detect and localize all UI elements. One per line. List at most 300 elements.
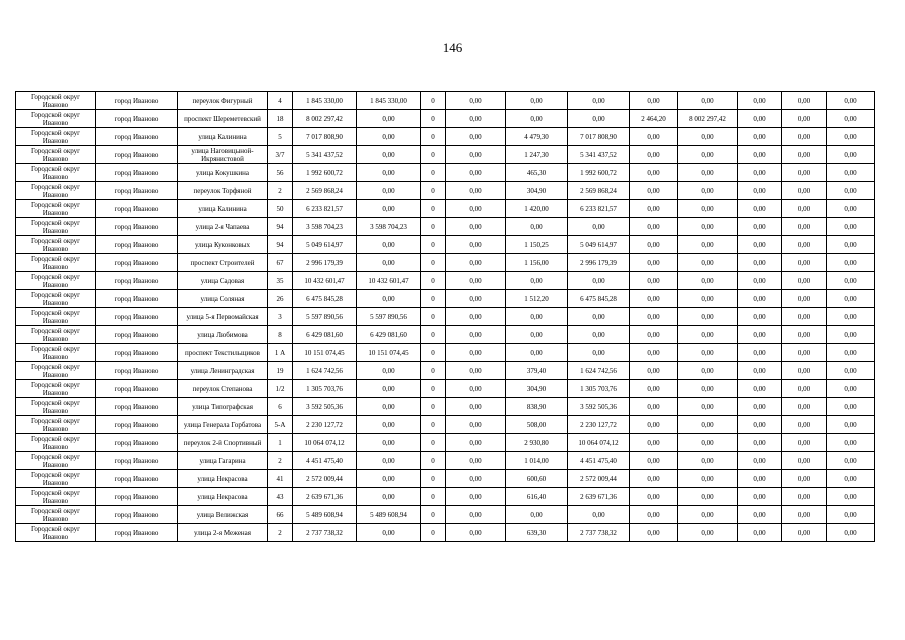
area-cell: 0,00 — [630, 380, 678, 398]
street-cell: улица Куконковых — [178, 236, 268, 254]
area-cell: 0,00 — [630, 146, 678, 164]
area-cell: 508,00 — [506, 416, 568, 434]
amount-cell: 0,00 — [446, 218, 506, 236]
area-cell: 0,00 — [630, 164, 678, 182]
amount-cell: 4 451 475,40 — [568, 452, 630, 470]
table-row — [16, 452, 875, 470]
amount-cell: 0,00 — [827, 218, 875, 236]
total-cost-cell: 6 475 845,28 — [293, 290, 357, 308]
amount-cell: 0,00 — [357, 488, 421, 506]
city-cell: город Иваново — [96, 92, 178, 110]
total-cost-cell: 3 598 704,23 — [293, 218, 357, 236]
area-cell: 0,00 — [630, 200, 678, 218]
street-cell: переулок Степанова — [178, 380, 268, 398]
house-number-cell: 5-А — [268, 416, 293, 434]
area-cell: 1 156,00 — [506, 254, 568, 272]
amount-cell: 0,00 — [678, 182, 738, 200]
amount-cell: 0,00 — [357, 452, 421, 470]
house-number-cell: 56 — [268, 164, 293, 182]
amount-cell: 3 592 505,36 — [568, 398, 630, 416]
amount-cell: 0,00 — [446, 524, 506, 542]
amount-cell: 0,00 — [782, 470, 827, 488]
region-cell: Городской округ Иваново — [16, 380, 96, 398]
area-cell: 838,90 — [506, 398, 568, 416]
city-cell: город Иваново — [96, 488, 178, 506]
street-cell: улица Калинина — [178, 128, 268, 146]
amount-cell: 0,00 — [357, 470, 421, 488]
area-cell: 0,00 — [506, 272, 568, 290]
street-cell: улица Ленинградская — [178, 362, 268, 380]
area-cell: 0,00 — [630, 254, 678, 272]
area-cell: 0,00 — [630, 452, 678, 470]
amount-cell: 0,00 — [357, 524, 421, 542]
amount-cell: 2 996 179,39 — [568, 254, 630, 272]
repair-register-table — [15, 91, 875, 542]
amount-cell: 0,00 — [357, 434, 421, 452]
table-row — [16, 524, 875, 542]
table-row — [16, 236, 875, 254]
city-cell: город Иваново — [96, 434, 178, 452]
area-cell: 0,00 — [630, 416, 678, 434]
total-cost-cell: 2 737 738,32 — [293, 524, 357, 542]
street-cell: улица 2-я Меженая — [178, 524, 268, 542]
amount-cell: 0,00 — [738, 110, 782, 128]
amount-cell: 0,00 — [678, 416, 738, 434]
table-row — [16, 326, 875, 344]
amount-cell: 6 429 081,60 — [357, 326, 421, 344]
area-cell: 0,00 — [630, 524, 678, 542]
area-cell: 0,00 — [630, 182, 678, 200]
area-cell: 0,00 — [506, 506, 568, 524]
city-cell: город Иваново — [96, 398, 178, 416]
amount-cell: 0,00 — [782, 452, 827, 470]
zero-cell: 0 — [421, 236, 446, 254]
amount-cell: 0,00 — [827, 452, 875, 470]
area-cell: 0,00 — [630, 128, 678, 146]
table-row — [16, 488, 875, 506]
street-cell: улица 2-я Чапаева — [178, 218, 268, 236]
amount-cell: 0,00 — [568, 92, 630, 110]
amount-cell: 0,00 — [827, 344, 875, 362]
house-number-cell: 19 — [268, 362, 293, 380]
amount-cell: 0,00 — [446, 128, 506, 146]
amount-cell: 0,00 — [738, 380, 782, 398]
house-number-cell: 3/7 — [268, 146, 293, 164]
amount-cell: 0,00 — [678, 290, 738, 308]
amount-cell: 0,00 — [827, 92, 875, 110]
amount-cell: 0,00 — [738, 362, 782, 380]
amount-cell: 0,00 — [782, 290, 827, 308]
amount-cell: 0,00 — [782, 362, 827, 380]
amount-cell: 0,00 — [738, 200, 782, 218]
amount-cell: 0,00 — [782, 218, 827, 236]
street-cell: переулок 2-й Спортивный — [178, 434, 268, 452]
amount-cell: 0,00 — [446, 308, 506, 326]
house-number-cell: 94 — [268, 236, 293, 254]
table-row — [16, 290, 875, 308]
amount-cell: 0,00 — [568, 344, 630, 362]
house-number-cell: 1/2 — [268, 380, 293, 398]
house-number-cell: 3 — [268, 308, 293, 326]
amount-cell: 0,00 — [738, 236, 782, 254]
amount-cell: 0,00 — [568, 272, 630, 290]
table-row — [16, 146, 875, 164]
house-number-cell: 6 — [268, 398, 293, 416]
region-cell: Городской округ Иваново — [16, 164, 96, 182]
zero-cell: 0 — [421, 398, 446, 416]
region-cell: Городской округ Иваново — [16, 200, 96, 218]
zero-cell: 0 — [421, 92, 446, 110]
amount-cell: 0,00 — [357, 182, 421, 200]
amount-cell: 0,00 — [678, 344, 738, 362]
amount-cell: 0,00 — [678, 524, 738, 542]
amount-cell: 0,00 — [568, 308, 630, 326]
amount-cell: 2 639 671,36 — [568, 488, 630, 506]
area-cell: 0,00 — [630, 470, 678, 488]
city-cell: город Иваново — [96, 452, 178, 470]
amount-cell: 0,00 — [738, 434, 782, 452]
region-cell: Городской округ Иваново — [16, 290, 96, 308]
amount-cell: 0,00 — [782, 488, 827, 506]
table-row — [16, 254, 875, 272]
amount-cell: 5 049 614,97 — [568, 236, 630, 254]
amount-cell: 1 305 703,76 — [568, 380, 630, 398]
city-cell: город Иваново — [96, 380, 178, 398]
amount-cell: 0,00 — [738, 344, 782, 362]
total-cost-cell: 1 992 600,72 — [293, 164, 357, 182]
amount-cell: 0,00 — [678, 272, 738, 290]
amount-cell: 3 598 704,23 — [357, 218, 421, 236]
area-cell: 0,00 — [630, 344, 678, 362]
city-cell: город Иваново — [96, 344, 178, 362]
amount-cell: 0,00 — [678, 254, 738, 272]
city-cell: город Иваново — [96, 362, 178, 380]
table-row — [16, 272, 875, 290]
amount-cell: 0,00 — [678, 92, 738, 110]
table-row — [16, 200, 875, 218]
house-number-cell: 26 — [268, 290, 293, 308]
house-number-cell: 5 — [268, 128, 293, 146]
amount-cell: 1 992 600,72 — [568, 164, 630, 182]
amount-cell: 2 737 738,32 — [568, 524, 630, 542]
zero-cell: 0 — [421, 452, 446, 470]
amount-cell: 0,00 — [446, 326, 506, 344]
zero-cell: 0 — [421, 254, 446, 272]
amount-cell: 0,00 — [678, 218, 738, 236]
street-cell: переулок Фигурный — [178, 92, 268, 110]
region-cell: Городской округ Иваново — [16, 326, 96, 344]
amount-cell: 0,00 — [678, 236, 738, 254]
table-row — [16, 398, 875, 416]
amount-cell: 5 341 437,52 — [568, 146, 630, 164]
amount-cell: 0,00 — [357, 416, 421, 434]
amount-cell: 0,00 — [827, 182, 875, 200]
street-cell: улица Генерала Горбатова — [178, 416, 268, 434]
region-cell: Городской округ Иваново — [16, 146, 96, 164]
city-cell: город Иваново — [96, 200, 178, 218]
area-cell: 1 150,25 — [506, 236, 568, 254]
street-cell: улица Наговицыной-Икрянистовой — [178, 146, 268, 164]
amount-cell: 0,00 — [827, 416, 875, 434]
street-cell: улица Садовая — [178, 272, 268, 290]
street-cell: проспект Текстильщиков — [178, 344, 268, 362]
region-cell: Городской округ Иваново — [16, 254, 96, 272]
amount-cell: 0,00 — [568, 218, 630, 236]
area-cell: 0,00 — [630, 326, 678, 344]
region-cell: Городской округ Иваново — [16, 506, 96, 524]
area-cell: 0,00 — [630, 506, 678, 524]
amount-cell: 0,00 — [738, 146, 782, 164]
amount-cell: 0,00 — [827, 200, 875, 218]
street-cell: проспект Строителей — [178, 254, 268, 272]
area-cell: 0,00 — [630, 290, 678, 308]
amount-cell: 8 002 297,42 — [678, 110, 738, 128]
zero-cell: 0 — [421, 218, 446, 236]
zero-cell: 0 — [421, 380, 446, 398]
amount-cell: 0,00 — [782, 272, 827, 290]
city-cell: город Иваново — [96, 164, 178, 182]
city-cell: город Иваново — [96, 182, 178, 200]
amount-cell: 0,00 — [357, 200, 421, 218]
amount-cell: 0,00 — [446, 146, 506, 164]
house-number-cell: 67 — [268, 254, 293, 272]
zero-cell: 0 — [421, 434, 446, 452]
area-cell: 0,00 — [506, 110, 568, 128]
street-cell: переулок Торфяной — [178, 182, 268, 200]
area-cell: 2 930,80 — [506, 434, 568, 452]
zero-cell: 0 — [421, 524, 446, 542]
area-cell: 465,30 — [506, 164, 568, 182]
amount-cell: 0,00 — [357, 110, 421, 128]
area-cell: 0,00 — [630, 434, 678, 452]
table-row — [16, 344, 875, 362]
zero-cell: 0 — [421, 164, 446, 182]
amount-cell: 0,00 — [568, 110, 630, 128]
amount-cell: 0,00 — [357, 146, 421, 164]
amount-cell: 0,00 — [357, 164, 421, 182]
amount-cell: 0,00 — [782, 146, 827, 164]
amount-cell: 0,00 — [738, 470, 782, 488]
amount-cell: 0,00 — [782, 110, 827, 128]
table-row — [16, 92, 875, 110]
table-row — [16, 470, 875, 488]
amount-cell: 0,00 — [446, 470, 506, 488]
total-cost-cell: 2 230 127,72 — [293, 416, 357, 434]
amount-cell: 0,00 — [827, 362, 875, 380]
total-cost-cell: 5 489 608,94 — [293, 506, 357, 524]
amount-cell: 0,00 — [568, 326, 630, 344]
zero-cell: 0 — [421, 326, 446, 344]
street-cell: улица Калинина — [178, 200, 268, 218]
amount-cell: 0,00 — [446, 290, 506, 308]
region-cell: Городской округ Иваново — [16, 470, 96, 488]
amount-cell: 5 489 608,94 — [357, 506, 421, 524]
amount-cell: 7 017 808,90 — [568, 128, 630, 146]
area-cell: 0,00 — [506, 344, 568, 362]
city-cell: город Иваново — [96, 218, 178, 236]
total-cost-cell: 1 624 742,56 — [293, 362, 357, 380]
amount-cell: 0,00 — [446, 398, 506, 416]
amount-cell: 0,00 — [827, 506, 875, 524]
amount-cell: 0,00 — [827, 164, 875, 182]
amount-cell: 0,00 — [827, 488, 875, 506]
amount-cell: 0,00 — [357, 362, 421, 380]
amount-cell: 0,00 — [827, 524, 875, 542]
city-cell: город Иваново — [96, 254, 178, 272]
amount-cell: 0,00 — [446, 236, 506, 254]
region-cell: Городской округ Иваново — [16, 488, 96, 506]
amount-cell: 0,00 — [782, 506, 827, 524]
total-cost-cell: 2 996 179,39 — [293, 254, 357, 272]
amount-cell: 0,00 — [446, 182, 506, 200]
amount-cell: 0,00 — [738, 524, 782, 542]
city-cell: город Иваново — [96, 110, 178, 128]
region-cell: Городской округ Иваново — [16, 236, 96, 254]
amount-cell: 0,00 — [827, 128, 875, 146]
amount-cell: 0,00 — [446, 488, 506, 506]
amount-cell: 0,00 — [827, 380, 875, 398]
total-cost-cell: 10 151 074,45 — [293, 344, 357, 362]
region-cell: Городской округ Иваново — [16, 416, 96, 434]
amount-cell: 0,00 — [782, 524, 827, 542]
city-cell: город Иваново — [96, 236, 178, 254]
city-cell: город Иваново — [96, 128, 178, 146]
amount-cell: 0,00 — [827, 434, 875, 452]
house-number-cell: 66 — [268, 506, 293, 524]
table-row — [16, 434, 875, 452]
amount-cell: 0,00 — [782, 398, 827, 416]
amount-cell: 0,00 — [446, 110, 506, 128]
amount-cell: 0,00 — [827, 398, 875, 416]
house-number-cell: 1 А — [268, 344, 293, 362]
region-cell: Городской округ Иваново — [16, 452, 96, 470]
amount-cell: 0,00 — [678, 380, 738, 398]
street-cell: улица Велижская — [178, 506, 268, 524]
amount-cell: 0,00 — [678, 164, 738, 182]
amount-cell: 0,00 — [782, 308, 827, 326]
area-cell: 304,90 — [506, 182, 568, 200]
zero-cell: 0 — [421, 488, 446, 506]
amount-cell: 0,00 — [827, 308, 875, 326]
amount-cell: 0,00 — [446, 254, 506, 272]
zero-cell: 0 — [421, 110, 446, 128]
region-cell: Городской округ Иваново — [16, 308, 96, 326]
amount-cell: 0,00 — [357, 236, 421, 254]
amount-cell: 0,00 — [446, 272, 506, 290]
house-number-cell: 94 — [268, 218, 293, 236]
amount-cell: 0,00 — [446, 362, 506, 380]
amount-cell: 0,00 — [678, 488, 738, 506]
amount-cell: 0,00 — [357, 398, 421, 416]
region-cell: Городской округ Иваново — [16, 344, 96, 362]
street-cell: улица Кокушкина — [178, 164, 268, 182]
amount-cell: 0,00 — [357, 290, 421, 308]
amount-cell: 10 432 601,47 — [357, 272, 421, 290]
region-cell: Городской округ Иваново — [16, 182, 96, 200]
house-number-cell: 41 — [268, 470, 293, 488]
amount-cell: 0,00 — [738, 290, 782, 308]
house-number-cell: 43 — [268, 488, 293, 506]
total-cost-cell: 6 233 821,57 — [293, 200, 357, 218]
total-cost-cell: 8 002 297,42 — [293, 110, 357, 128]
total-cost-cell: 1 305 703,76 — [293, 380, 357, 398]
city-cell: город Иваново — [96, 146, 178, 164]
house-number-cell: 2 — [268, 524, 293, 542]
zero-cell: 0 — [421, 416, 446, 434]
amount-cell: 1 624 742,56 — [568, 362, 630, 380]
area-cell: 0,00 — [630, 308, 678, 326]
city-cell: город Иваново — [96, 272, 178, 290]
area-cell: 0,00 — [630, 92, 678, 110]
zero-cell: 0 — [421, 308, 446, 326]
amount-cell: 5 597 890,56 — [357, 308, 421, 326]
total-cost-cell: 2 572 009,44 — [293, 470, 357, 488]
amount-cell: 0,00 — [738, 254, 782, 272]
amount-cell: 6 233 821,57 — [568, 200, 630, 218]
area-cell: 0,00 — [630, 488, 678, 506]
amount-cell: 0,00 — [827, 326, 875, 344]
city-cell: город Иваново — [96, 524, 178, 542]
total-cost-cell: 6 429 081,60 — [293, 326, 357, 344]
area-cell: 0,00 — [506, 326, 568, 344]
zero-cell: 0 — [421, 344, 446, 362]
amount-cell: 0,00 — [678, 362, 738, 380]
total-cost-cell: 10 064 074,12 — [293, 434, 357, 452]
area-cell: 600,60 — [506, 470, 568, 488]
amount-cell: 0,00 — [446, 380, 506, 398]
table-row — [16, 182, 875, 200]
amount-cell: 0,00 — [738, 182, 782, 200]
area-cell: 0,00 — [630, 218, 678, 236]
zero-cell: 0 — [421, 290, 446, 308]
amount-cell: 0,00 — [827, 290, 875, 308]
amount-cell: 0,00 — [827, 254, 875, 272]
table-row — [16, 164, 875, 182]
amount-cell: 0,00 — [782, 380, 827, 398]
amount-cell: 2 572 009,44 — [568, 470, 630, 488]
amount-cell: 0,00 — [678, 398, 738, 416]
total-cost-cell: 7 017 808,90 — [293, 128, 357, 146]
amount-cell: 6 475 845,28 — [568, 290, 630, 308]
table-row — [16, 218, 875, 236]
total-cost-cell: 3 592 505,36 — [293, 398, 357, 416]
table-row — [16, 380, 875, 398]
amount-cell: 0,00 — [357, 128, 421, 146]
amount-cell: 0,00 — [738, 398, 782, 416]
zero-cell: 0 — [421, 362, 446, 380]
amount-cell: 0,00 — [678, 470, 738, 488]
table-row — [16, 416, 875, 434]
zero-cell: 0 — [421, 146, 446, 164]
area-cell: 4 479,30 — [506, 128, 568, 146]
area-cell: 0,00 — [506, 308, 568, 326]
city-cell: город Иваново — [96, 506, 178, 524]
table-row — [16, 308, 875, 326]
area-cell: 1 247,30 — [506, 146, 568, 164]
amount-cell: 2 230 127,72 — [568, 416, 630, 434]
area-cell: 379,40 — [506, 362, 568, 380]
region-cell: Городской округ Иваново — [16, 272, 96, 290]
amount-cell: 0,00 — [678, 146, 738, 164]
amount-cell: 0,00 — [357, 380, 421, 398]
amount-cell: 0,00 — [446, 92, 506, 110]
zero-cell: 0 — [421, 182, 446, 200]
city-cell: город Иваново — [96, 470, 178, 488]
amount-cell: 0,00 — [782, 200, 827, 218]
area-cell: 616,40 — [506, 488, 568, 506]
amount-cell: 0,00 — [738, 218, 782, 236]
amount-cell: 0,00 — [738, 164, 782, 182]
